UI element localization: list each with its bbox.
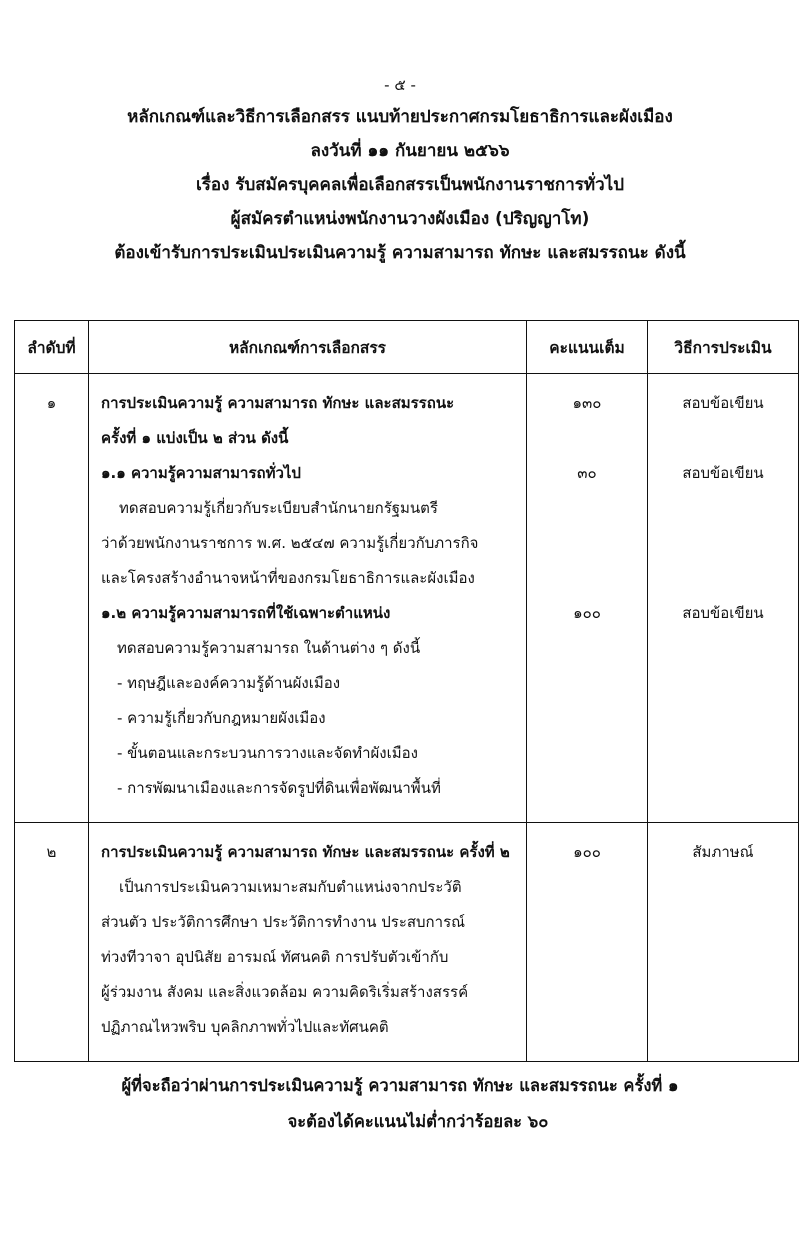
column-header-method: วิธีการประเมิน: [648, 321, 799, 374]
header-assessment: ต้องเข้ารับการประเมินประเมินความรู้ ความสามารถ ทักษะ และสมรรถนะ ดังนี้: [114, 243, 686, 263]
assessment-method: [648, 701, 798, 736]
footer-min-score: จะต้องได้คะแนนไม่ต่ำกว่าร้อยละ ๖๐: [287, 1112, 549, 1131]
criteria-heading: ๑.๑ ความรู้ความสามารถทั่วไป: [101, 464, 301, 482]
assessment-method: สอบข้อเขียน: [682, 604, 764, 622]
document-header: [0, 70, 800, 270]
score-cell: [527, 823, 648, 1062]
table-row: [15, 823, 799, 1062]
criteria-text: - การพัฒนาเมืองและการจัดรูปที่ดินเพื่อพัฒนาพื้นที่: [117, 779, 441, 797]
full-score: [527, 561, 647, 596]
full-score: [527, 491, 647, 526]
criteria-text: ว่าด้วยพนักงานราชการ พ.ศ. ๒๕๔๗ ความรู้เกี่ยวกับภารกิจ: [101, 534, 479, 552]
criteria-text: ทดสอบความรู้เกี่ยวกับระเบียบสำนักนายกรัฐมนตรี: [119, 499, 438, 517]
full-score: [527, 526, 647, 561]
full-score: [527, 870, 647, 905]
row-number: ๒: [46, 843, 57, 861]
assessment-method: [648, 870, 798, 905]
assessment-method: [648, 631, 798, 666]
criteria-text: - ทฤษฎีและองค์ความรู้ด้านผังเมือง: [117, 674, 341, 692]
method-cell: [648, 374, 799, 823]
full-score: [527, 905, 647, 940]
criteria-heading: ครั้งที่ ๑ แบ่งเป็น ๒ ส่วน ดังนี้: [101, 429, 289, 447]
criteria-text: - ขั้นตอนและกระบวนการวางและจัดทำผังเมือง: [117, 744, 418, 762]
assessment-method: สอบข้อเขียน: [682, 394, 764, 412]
column-header-criteria: หลักเกณฑ์การเลือกสรร: [89, 321, 527, 374]
row-number: ๑: [46, 394, 57, 412]
assessment-method: [648, 561, 798, 596]
column-header-no: ลำดับที่: [15, 321, 89, 374]
assessment-method: [648, 491, 798, 526]
assessment-method: [648, 736, 798, 771]
header-title: หลักเกณฑ์และวิธีการเลือกสรร แนบท้ายประกาศกรมโยธาธิการและผังเมือง: [127, 107, 673, 127]
footer-pass-criteria: ผู้ที่จะถือว่าผ่านการประเมินความรู้ ความสามารถ ทักษะ และสมรรถนะ ครั้งที่ ๑: [121, 1076, 679, 1095]
full-score: [527, 701, 647, 736]
criteria-cell: [89, 823, 527, 1062]
assessment-method: [648, 1010, 798, 1045]
table-row: [15, 374, 799, 823]
full-score: ๑๐๐: [573, 604, 601, 622]
criteria-table: [14, 320, 799, 1062]
score-cell: [527, 374, 648, 823]
assessment-method: [648, 940, 798, 975]
criteria-text: ปฏิภาณไหวพริบ บุคลิกภาพทั่วไปและทัศนคติ: [101, 1018, 389, 1036]
full-score: [527, 1010, 647, 1045]
page-number: - ๕ -: [384, 76, 416, 94]
full-score: [527, 975, 647, 1010]
assessment-method: [648, 526, 798, 561]
assessment-method: [648, 421, 798, 456]
row-number-cell: [15, 374, 89, 823]
assessment-method: [648, 771, 798, 806]
full-score: ๓๐: [577, 464, 597, 482]
full-score: [527, 771, 647, 806]
criteria-text: ส่วนตัว ประวัติการศึกษา ประวัติการทำงาน ประสบการณ์: [101, 913, 466, 931]
criteria-text: ผู้ร่วมงาน สังคม และสิ่งแวดล้อม ความคิดริเริ่มสร้างสรรค์: [101, 983, 469, 1001]
header-date: ลงวันที่ ๑๑ กันยายน ๒๕๖๖: [310, 141, 510, 161]
criteria-cell: [89, 374, 527, 823]
full-score: ๑๐๐: [573, 843, 601, 861]
criteria-text: ทดสอบความรู้ความสามารถ ในด้านต่าง ๆ ดังนี้: [117, 639, 421, 657]
criteria-text: ท่วงทีวาจา อุปนิสัย อารมณ์ ทัศนคติ การปรับตัวเข้ากับ: [101, 948, 449, 966]
header-subject: เรื่อง รับสมัครบุคคลเพื่อเลือกสรรเป็นพนักงานราชการทั่วไป: [195, 175, 624, 195]
criteria-heading: ๑.๒ ความรู้ความสามารถที่ใช้เฉพาะตำแหน่ง: [101, 604, 391, 622]
criteria-text: เป็นการประเมินความเหมาะสมกับตำแหน่งจากประวัติ: [119, 878, 462, 896]
full-score: [527, 940, 647, 975]
full-score: [527, 421, 647, 456]
assessment-method: [648, 975, 798, 1010]
full-score: [527, 666, 647, 701]
method-cell: [648, 823, 799, 1062]
criteria-heading: การประเมินความรู้ ความสามารถ ทักษะ และสมรรถนะ ครั้งที่ ๒: [101, 843, 510, 861]
header-position: ผู้สมัครตำแหน่งพนักงานวางผังเมือง (ปริญญาโท): [230, 209, 590, 229]
assessment-method: [648, 666, 798, 701]
criteria-heading: การประเมินความรู้ ความสามารถ ทักษะ และสมรรถนะ: [101, 394, 455, 412]
full-score: [527, 736, 647, 771]
assessment-method: สัมภาษณ์: [692, 843, 754, 861]
assessment-method: สอบข้อเขียน: [682, 464, 764, 482]
column-header-score: คะแนนเต็ม: [527, 321, 648, 374]
document-footer: [0, 1068, 800, 1140]
row-number-cell: [15, 823, 89, 1062]
full-score: [527, 631, 647, 666]
criteria-text: และโครงสร้างอำนาจหน้าที่ของกรมโยธาธิการและผังเมือง: [101, 569, 475, 587]
assessment-method: [648, 905, 798, 940]
table-header-row: [15, 321, 799, 374]
full-score: ๑๓๐: [572, 394, 602, 412]
criteria-text: - ความรู้เกี่ยวกับกฎหมายผังเมือง: [117, 709, 326, 727]
